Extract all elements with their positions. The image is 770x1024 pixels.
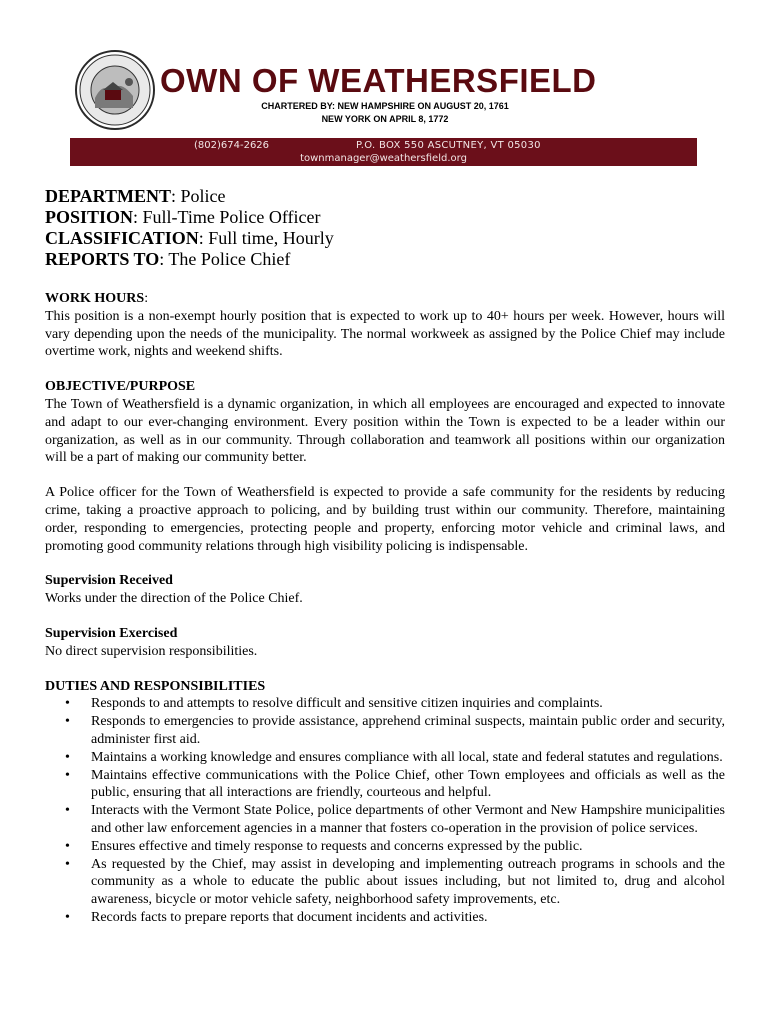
duty-item xyxy=(45,767,725,803)
duty-item xyxy=(45,838,725,856)
bullet-icon: • xyxy=(65,909,70,925)
reports-to-value: : The Police Chief xyxy=(159,249,291,269)
position-value: : Full-Time Police Officer xyxy=(133,207,321,227)
charter-line-1: CHARTERED BY: NEW HAMPSHIRE ON AUGUST 20, 1761 xyxy=(261,101,509,111)
classification-row xyxy=(45,228,334,249)
classification-value: : Full time, Hourly xyxy=(198,228,334,248)
duty-item xyxy=(45,856,725,909)
objective-heading: OBJECTIVE/PURPOSE xyxy=(45,379,196,395)
phone-number: (802)674-2626 xyxy=(194,140,270,151)
bullet-icon: • xyxy=(65,856,70,872)
work-hours-heading-colon: : xyxy=(144,291,149,306)
duty-item xyxy=(45,713,725,749)
bullet-icon: • xyxy=(65,767,70,783)
objective-paragraph-1: The Town of Weathersfield is a dynamic organization, in which all employees are encouraged and expected to innovate and adapt to our ever-changing environment. Every position within the Town is expected to be a leader within our organization, as well as in our community. Through collaboration and teamwork all positions within our organization will be a part of making our community better. xyxy=(45,396,725,466)
contact-bar xyxy=(70,138,697,166)
bullet-icon: • xyxy=(65,749,70,765)
duty-text: Maintains a working knowledge and ensures compliance with all local, state and federal statutes and regulations. xyxy=(91,749,723,765)
duty-text: Responds to emergencies to provide assistance, apprehend criminal suspects, maintain public order and security, administer first aid. xyxy=(91,714,725,747)
job-description-body xyxy=(45,290,725,927)
duty-text: Maintains effective communications with the Police Chief, other Town employees and officials as well as the public, ensuring that all interactions are friendly, courteous and helpful. xyxy=(91,767,725,801)
supervision-exercised-text: No direct supervision responsibilities. xyxy=(45,643,258,659)
classification-label: CLASSIFICATION xyxy=(45,228,199,248)
duty-text: Interacts with the Vermont State Police, police departments of other Vermont and New Hampshire municipalities and other law enforcement agencies in a manner that fosters co-operation in the provision of police services. xyxy=(91,803,725,836)
bullet-icon: • xyxy=(65,803,70,819)
supervision-received-heading: Supervision Received xyxy=(45,573,173,589)
supervision-exercised-heading: Supervision Exercised xyxy=(45,625,178,641)
duty-item xyxy=(45,695,725,713)
po-box-address: P.O. BOX 550 ASCUTNEY, VT 05030 xyxy=(356,140,541,151)
bullet-icon: • xyxy=(65,696,70,712)
duties-heading: DUTIES AND RESPONSIBILITIES xyxy=(45,678,266,694)
charter-line-2: NEW YORK ON APRIL 8, 1772 xyxy=(321,114,449,124)
duty-item xyxy=(45,802,725,838)
position-meta xyxy=(45,186,334,270)
duty-item xyxy=(45,909,725,927)
reports-to-row xyxy=(45,249,334,270)
duty-text: As requested by the Chief, may assist in developing and implementing outreach programs in schools and the community as a whole to educate the public about issues including, but not limited to, drug and alcohol awareness, bicycle or motor vehicle safety, neighborhood safety improvements, etc. xyxy=(91,856,725,908)
duty-text: Ensures effective and timely response to requests and concerns expressed by the public. xyxy=(91,838,583,854)
town-seal-logo xyxy=(75,50,155,130)
bullet-icon: • xyxy=(65,838,70,854)
letterhead xyxy=(0,0,770,170)
work-hours-text: This position is a non-exempt hourly position that is expected to work up to 40+ hours per week. However, hours will vary depending upon the needs of the municipality. The normal workweek as assigned by the Police Chief may include overtime work, nights and weekend shifts. xyxy=(45,308,725,360)
supervision-received-text: Works under the direction of the Police Chief. xyxy=(45,591,303,607)
work-hours-heading xyxy=(45,290,725,308)
email-address: townmanager@weathersfield.org xyxy=(300,153,467,164)
reports-to-label: REPORTS TO xyxy=(45,249,160,269)
department-value: : Police xyxy=(171,186,226,206)
duties-list xyxy=(45,695,725,926)
department-row xyxy=(45,186,334,207)
work-hours-heading-text: WORK HOURS xyxy=(45,291,145,306)
duty-text: Records facts to prepare reports that document incidents and activities. xyxy=(91,909,488,925)
objective-paragraph-2: A Police officer for the Town of Weathersfield is expected to provide a safe community for the residents by reducing crime, taking a proactive approach to policing, and by building trust within our community. Therefore, maintaining order, responding to emergencies, protecting people and property, enforcing motor vehicle and criminal laws, and promoting good community relations through high visibility policing is indispensable. xyxy=(45,485,725,554)
duty-item xyxy=(45,749,725,767)
town-title: OWN OF WEATHERSFIELD xyxy=(160,62,597,99)
duty-text: Responds to and attempts to resolve difficult and sensitive citizen inquiries and complaints. xyxy=(91,696,603,712)
position-label: POSITION xyxy=(45,207,134,227)
position-row xyxy=(45,207,334,228)
bullet-icon: • xyxy=(65,714,70,730)
department-label: DEPARTMENT xyxy=(45,186,172,206)
